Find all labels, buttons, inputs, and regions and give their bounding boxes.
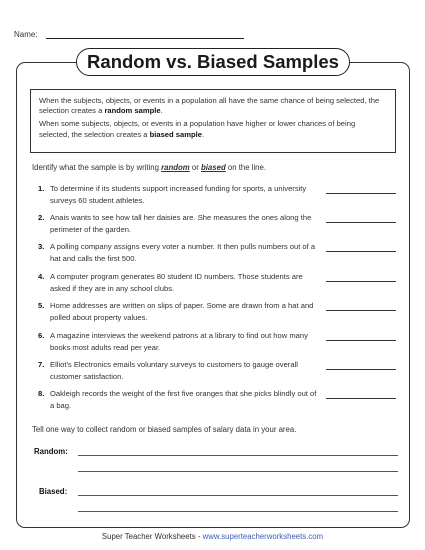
keyword-random: random [161, 163, 190, 172]
biased-answer-line-1[interactable] [78, 495, 398, 496]
question-item [38, 271, 318, 294]
answer-line[interactable] [326, 310, 396, 311]
footer [0, 532, 425, 541]
question-number: 2. [38, 213, 45, 222]
question-text: A magazine interviews the weekend patrons at a library to find out how many books most adults read per year. [50, 331, 308, 352]
question-text: A computer program generates 80 student ID numbers. Those students are asked if they are in any school clubs. [50, 272, 303, 293]
question-item [38, 330, 318, 353]
question-text: Elliot's Electronics emails voluntary surveys to customers to gauge overall customer satisfaction. [50, 360, 298, 381]
answer-line[interactable] [326, 193, 396, 194]
page-title: Random vs. Biased Samples [76, 48, 350, 76]
footer-separator: - [195, 532, 203, 541]
bottom-prompt: Tell one way to collect random or biased samples of salary data in your area. [32, 425, 297, 434]
name-field[interactable] [46, 38, 244, 39]
random-label: Random: [34, 447, 68, 456]
instruction-before: Identify what the sample is by writing [32, 163, 162, 172]
answer-line[interactable] [326, 340, 396, 341]
question-number: 3. [38, 242, 45, 251]
footer-brand: Super Teacher Worksheets [101, 532, 196, 541]
question-text: To determine if its students support increased funding for sports, a university surveys 60 student athletes. [50, 184, 307, 205]
biased-definition-text: When some subjects, objects, or events in a population have higher or lower chances of being selected, the selection creates a [39, 119, 356, 139]
question-item [38, 212, 318, 235]
question-item [38, 183, 318, 206]
answer-line[interactable] [326, 398, 396, 399]
question-text: A polling company assigns every voter a number. It then pulls numbers out of a hat and calls the first 500. [50, 242, 316, 263]
answer-line[interactable] [326, 369, 396, 370]
biased-definition [39, 119, 387, 140]
definition-box [30, 89, 396, 153]
question-item [38, 241, 318, 264]
question-number: 6. [38, 331, 45, 340]
instruction [32, 163, 266, 172]
instruction-middle: or [189, 163, 201, 172]
footer-url[interactable]: www.superteacherworksheets.com [202, 532, 324, 541]
question-item [38, 359, 318, 382]
answer-line[interactable] [326, 281, 396, 282]
question-text: Home addresses are written on slips of paper. Some are drawn from a hat and polled about property values. [50, 301, 314, 322]
biased-definition-end: . [201, 129, 205, 139]
question-text: Oakleigh records the weight of the first five oranges that she picks blindly out of a bag. [50, 389, 317, 410]
biased-answer-line-2[interactable] [78, 511, 398, 512]
biased-term: biased sample [149, 129, 202, 139]
random-answer-line-1[interactable] [78, 455, 398, 456]
random-answer-line-2[interactable] [78, 471, 398, 472]
keyword-biased: biased [201, 163, 226, 172]
random-definition-end: . [160, 106, 163, 116]
answer-line[interactable] [326, 222, 396, 223]
question-number: 5. [38, 301, 45, 310]
question-item [38, 388, 318, 411]
question-number: 7. [38, 360, 45, 369]
name-label: Name: [14, 30, 38, 39]
biased-label: Biased: [39, 487, 68, 496]
question-item [38, 300, 318, 323]
answer-line[interactable] [326, 251, 396, 252]
question-number: 4. [38, 272, 45, 281]
question-text: Anais wants to see how tall her daisies are. She measures the ones along the perimeter of the garden. [50, 213, 312, 234]
instruction-after: on the line. [225, 163, 267, 172]
random-definition-text: When the subjects, objects, or events in a population all have the same chance of being selected, the selection creates a [39, 96, 380, 116]
random-definition [39, 96, 387, 117]
random-term: random sample [104, 106, 161, 116]
question-number: 8. [38, 389, 45, 398]
question-number: 1. [38, 184, 45, 193]
